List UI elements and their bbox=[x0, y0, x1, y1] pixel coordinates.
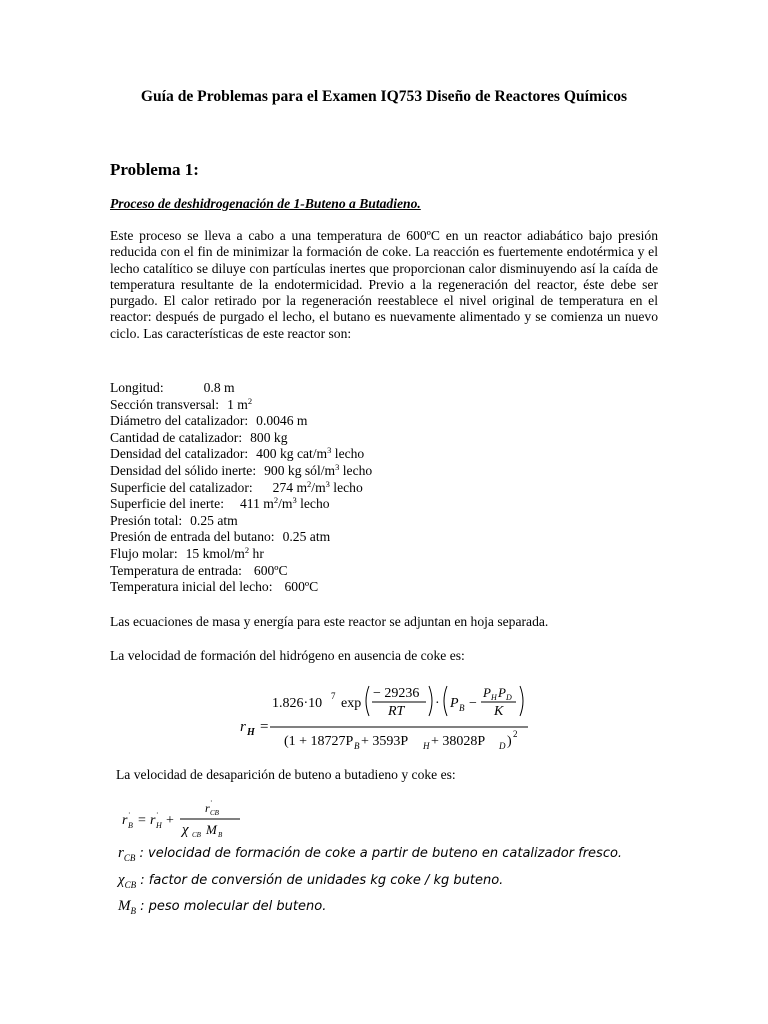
formula-rb-rh-sub: H bbox=[156, 821, 162, 830]
spec-value: 900 kg sól/$m^3$ lecho bbox=[264, 461, 373, 478]
spec-row bbox=[110, 579, 372, 596]
hydrogen-rate-formula bbox=[236, 680, 536, 757]
formula-coef-exp: 7 bbox=[331, 691, 336, 701]
formula-den-pb-sub: B bbox=[354, 741, 360, 751]
definition-text: : peso molecular del buteno. bbox=[136, 899, 327, 914]
problem-heading: Problema 1: bbox=[110, 160, 199, 179]
spec-value: 0.25 atm bbox=[190, 512, 238, 528]
spec-value: 400 kg cat/$m^3$ lecho bbox=[256, 445, 365, 462]
formula-dot: · bbox=[435, 696, 440, 711]
spec-row bbox=[110, 496, 372, 513]
spec-label: Temperatura de entrada: bbox=[110, 562, 242, 578]
spec-label: Diámetro del catalizador: bbox=[110, 413, 249, 429]
spec-label: Superficie del inerte: bbox=[110, 496, 224, 512]
spec-value: 0.25 atm bbox=[282, 529, 331, 545]
formula-ph: P bbox=[483, 685, 491, 700]
formula-equals: = bbox=[260, 719, 269, 735]
formula-rb-den-chi: χ bbox=[182, 822, 189, 838]
formula-den-text: (1 + 18727P bbox=[284, 734, 354, 749]
formula-den-exp: 2 bbox=[513, 729, 518, 739]
definition-row bbox=[118, 843, 622, 870]
spec-value: 600ºC bbox=[253, 562, 288, 578]
spec-row bbox=[110, 563, 372, 580]
intro-paragraph: Este proceso se lleva a cabo a una temperatura de 600ºC en un reactor adiabático bajo presión reducida con el fin de minimizar la formación de coke. La reacción es fuertemente endotérmica y el lecho catalítico se diluye con partículas inertes que proporcionan calor disminuyendo así la caída de temperatura resultante de la endotermicidad. Previo a la regeneración del reactor, éste debe ser purgado. El calor retirado por la regeneración reestablece el nivel original de temperatura en el reactor: después de purgado el lecho, el butano es nuevamente alimentado y se comienza un nuevo ciclo. Las características de este reactor son: bbox=[110, 228, 658, 341]
spec-value: 800 kg bbox=[250, 429, 288, 445]
spec-value: 15 kmol/$m^2$ hr bbox=[185, 544, 264, 561]
formula-rb-den-m: M bbox=[206, 822, 217, 837]
definition-text: : factor de conversión de unidades kg coke / kg buteno. bbox=[136, 872, 504, 888]
spec-row bbox=[110, 546, 372, 563]
spec-label: Superficie del catalizador: bbox=[110, 479, 253, 495]
formula-exp-fn: exp bbox=[341, 696, 362, 711]
formula-rb-lhs-sub: B bbox=[128, 821, 133, 830]
definition-symbol: $\chi_{CB}$ bbox=[118, 871, 137, 890]
definition-symbol: $r_{CB}$ bbox=[118, 845, 136, 863]
definition-row bbox=[118, 896, 622, 923]
formula-rb-den-m-sub: B bbox=[218, 831, 223, 839]
spec-row bbox=[110, 513, 372, 530]
spec-row bbox=[110, 413, 372, 430]
formula-ph-sub: H bbox=[491, 693, 497, 702]
reactor-specs-list bbox=[110, 380, 372, 596]
definition-text: : velocidad de formación de coke a partir de buteno en catalizador fresco. bbox=[135, 846, 623, 861]
formula-pd: P bbox=[498, 685, 506, 700]
spec-value: 274 $m^2/m^3$ lecho bbox=[272, 478, 363, 495]
formula-rb-plus: + bbox=[166, 813, 174, 828]
formula-exp-den: RT bbox=[388, 704, 405, 719]
formula-den-pd-sub: D bbox=[499, 741, 506, 751]
formula-coef: 1.826·10 bbox=[272, 696, 323, 711]
equations-note: Las ecuaciones de masa y energía para este reactor se adjuntan en hoja separada. bbox=[110, 614, 549, 629]
formula-pd-sub: D bbox=[506, 693, 512, 702]
spec-label: Densidad del catalizador: bbox=[110, 446, 249, 462]
spec-row bbox=[110, 463, 372, 480]
spec-row bbox=[110, 430, 372, 447]
spec-row bbox=[110, 446, 372, 463]
symbol-definitions bbox=[118, 843, 622, 923]
spec-label: Presión total: bbox=[110, 512, 183, 528]
formula-den-ph-sub: H bbox=[423, 741, 430, 751]
butene-rate-formula bbox=[118, 798, 258, 845]
formula-rb-dot: · bbox=[128, 809, 131, 818]
butene-rate-intro: La velocidad de desaparición de buteno a butadieno y coke es: bbox=[116, 767, 456, 782]
spec-row bbox=[110, 480, 372, 497]
formula-exp-num: − 29236 bbox=[373, 686, 420, 701]
document-title: Guía de Problemas para el Examen IQ753 Diseño de Reactores Químicos bbox=[140, 88, 628, 105]
spec-label: Densidad del sólido inerte: bbox=[110, 462, 257, 478]
formula-pb-sub: B bbox=[459, 703, 465, 713]
spec-row bbox=[110, 529, 372, 546]
formula-rb-num-sub: CB bbox=[210, 809, 219, 817]
definition-row bbox=[118, 870, 622, 897]
formula-rh-lhs-sub: H bbox=[247, 727, 255, 738]
spec-label: Longitud: bbox=[110, 380, 164, 395]
formula-den-close: ) bbox=[507, 734, 512, 749]
formula-pb: P bbox=[450, 696, 459, 711]
spec-label: Cantidad de catalizador: bbox=[110, 429, 243, 445]
formula-rb-num: r bbox=[205, 801, 210, 815]
formula-k: K bbox=[494, 704, 504, 719]
problem-subtitle: Proceso de deshidrogenación de 1-Buteno a Butadieno. bbox=[110, 196, 421, 211]
formula-minus: − bbox=[469, 696, 477, 711]
spec-value: 0.8 m bbox=[203, 380, 235, 395]
formula-den-mid1: + 3593P bbox=[361, 734, 409, 749]
formula-rb-rh: r bbox=[150, 813, 156, 828]
formula-rb-equals: = bbox=[138, 813, 146, 828]
spec-label: Temperatura inicial del lecho: bbox=[110, 579, 273, 595]
formula-rh-lhs: r bbox=[240, 719, 246, 735]
hydrogen-rate-intro: La velocidad de formación del hidrógeno en ausencia de coke es: bbox=[110, 648, 465, 663]
formula-rb-num-dot: · bbox=[210, 798, 213, 806]
spec-label: Flujo molar: bbox=[110, 545, 178, 561]
formula-rb-den-chi-sub: CB bbox=[192, 831, 201, 839]
spec-label: Presión de entrada del butano: bbox=[110, 529, 275, 545]
spec-row bbox=[110, 397, 372, 414]
formula-rb-lhs: r bbox=[122, 813, 128, 828]
formula-den-mid2: + 38028P bbox=[431, 734, 486, 749]
spec-row bbox=[110, 380, 372, 397]
formula-rb-rh-dot: · bbox=[156, 809, 159, 818]
spec-value: 600ºC bbox=[284, 579, 319, 595]
spec-value: 1 $m^2$ bbox=[227, 395, 253, 412]
spec-value: 0.0046 m bbox=[256, 413, 308, 429]
spec-label: Sección transversal: bbox=[110, 396, 220, 412]
spec-value: 411 $m^2/m^3$ lecho bbox=[240, 495, 330, 512]
definition-symbol: $M_B$ bbox=[118, 898, 136, 916]
